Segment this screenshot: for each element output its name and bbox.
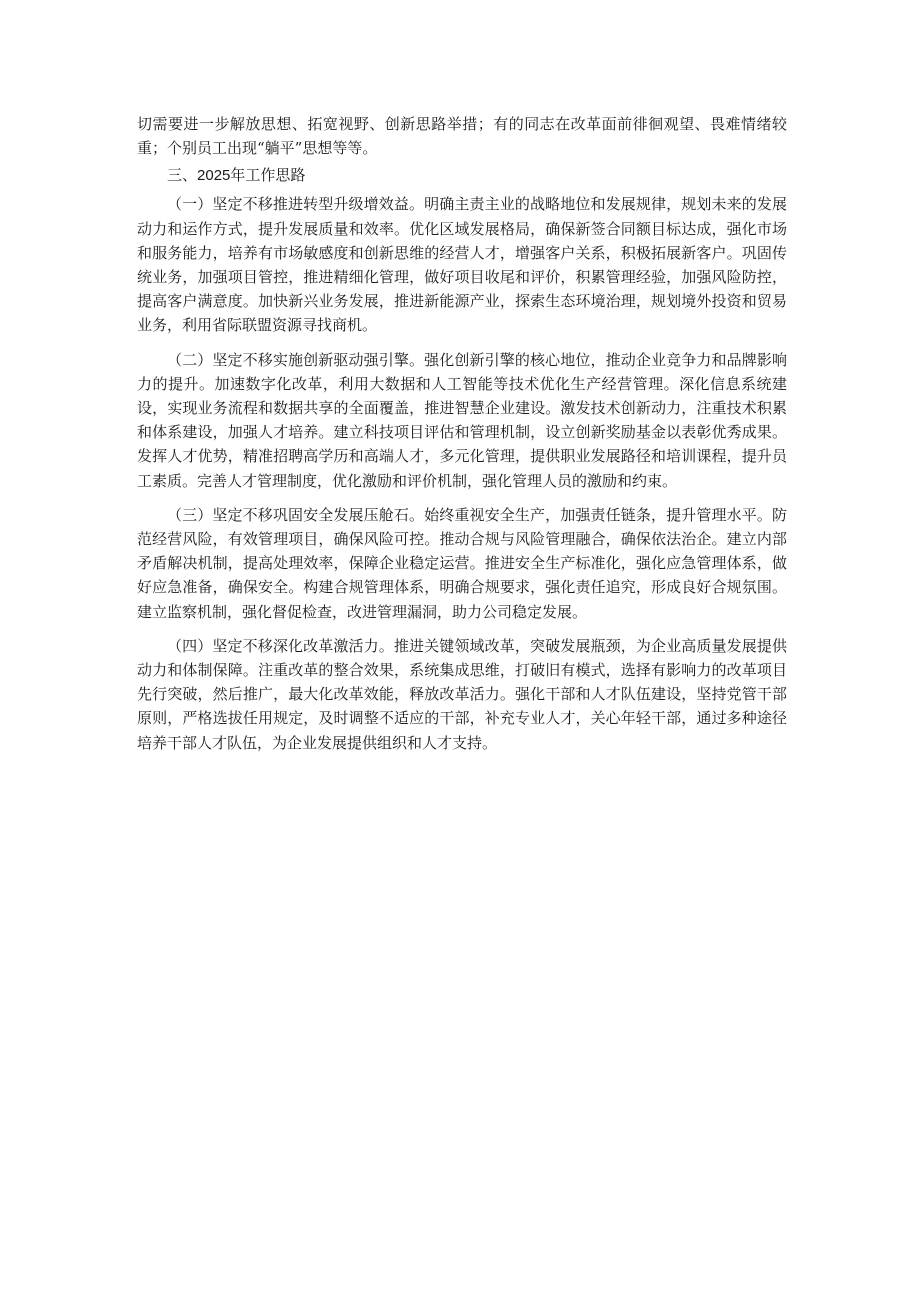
intro-paragraph: 切需要进一步解放思想、拓宽视野、创新思路举措；有的同志在改革面前徘徊观望、畏难情绪较重；个别员工出现“躺平”思想等等。: [137, 115, 787, 158]
document-body: [137, 112, 787, 755]
section-heading-year: 2025: [197, 167, 231, 185]
paragraph-2: （二）坚定不移实施创新驱动强引擎。强化创新引擎的核心地位，推动企业竞争力和品牌影响力的提升。加速数字化改革，利用大数据和人工智能等技术优化生产经营管理。深化信息系统建设，实现业务流程和数据共享的全面覆盖，推进智慧企业建设。激发技术创新动力，注重技术积累和体系建设，加强人才培养。建立科技项目评估和管理机制，设立创新奖励基金以表彰优秀成果。发挥人才优势，精准招聘高学历和高端人才，多元化管理，提供职业发展路径和培训课程，提升员工素质。完善人才管理制度，优化激励和评价机制，强化管理人员的激励和约束。: [137, 350, 787, 490]
section-heading-prefix: 三、: [167, 166, 198, 185]
paragraph-4: （四）坚定不移深化改革激活力。推进关键领域改革，突破发展瓶颈，为企业高质量发展提供动力和体制保障。注重改革的整合效果，系统集成思维，打破旧有模式，选择有影响力的改革项目先行突破，然后推广，最大化改革效能，释放改革活力。强化干部和人才队伍建设，坚持党管干部原则，严格选拔任用规定，及时调整不适应的干部，补充专业人才，关心年轻干部，通过多种途径培养干部人才队伍，为企业发展提供组织和人才支持。: [137, 636, 787, 752]
section-heading-suffix: 年工作思路: [230, 166, 306, 185]
paragraph-3: （三）坚定不移巩固安全发展压舱石。始终重视安全生产，加强责任链条，提升管理水平。防范经营风险，有效管理项目，确保风险可控。推动合规与风险管理融合，确保依法治企。建立内部矛盾解决机制，提高处理效率，保障企业稳定运营。推进安全生产标准化，强化应急管理体系，做好应急准备，确保安全。构建合规管理体系，明确合规要求，强化责任追究，形成良好合规氛围。建立监察机制，强化督促检查，改进管理漏洞，助力公司稳定发展。: [137, 505, 787, 621]
paragraph-1: （一）坚定不移推进转型升级增效益。明确主责主业的战略地位和发展规律，规划未来的发展动力和运作方式，提升发展质量和效率。优化区域发展格局，确保新签合同额目标达成，强化市场和服务能力，培养有市场敏感度和创新思维的经营人才，增强客户关系，积极拓展新客户。巩固传统业务，加强项目管控，推进精细化管理，做好项目收尾和评价，积累管理经验，加强风险防控，提高客户满意度。加快新兴业务发展，推进新能源产业，探索生态环境治理，规划境外投资和贸易业务，利用省际联盟资源寻找商机。: [137, 195, 787, 335]
section-heading: [137, 162, 787, 189]
